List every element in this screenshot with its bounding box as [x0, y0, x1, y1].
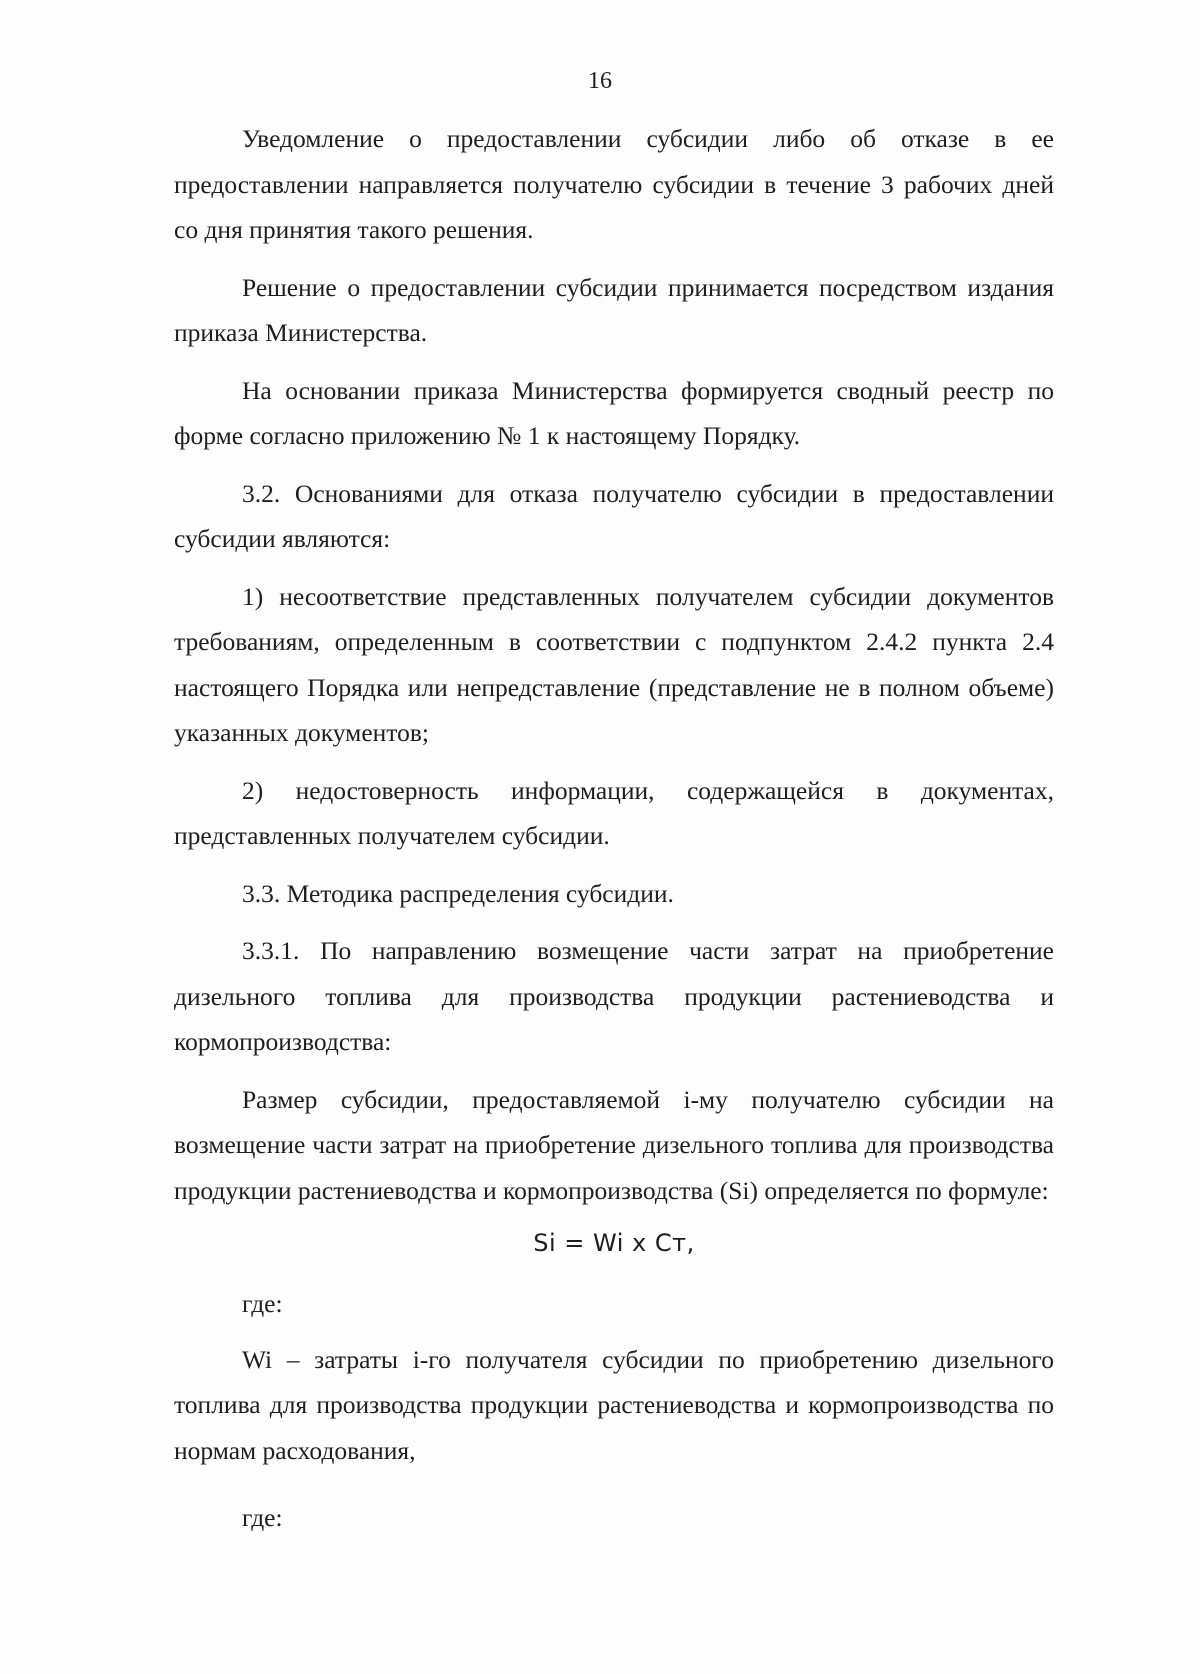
paragraph-registry: На основании приказа Министерства формируется сводный реестр по форме согласно приложению № 1 к настоящему Порядку. [174, 375, 1054, 450]
paragraph-decision: Решение о предоставлении субсидии принимается посредством издания приказа Министерства. [174, 272, 1054, 347]
paragraph-refusal-grounds: 3.2. Основаниями для отказа получателю субсидии в предоставлении субсидии являются: [174, 478, 1054, 553]
page-number: 16 [588, 68, 612, 94]
definition-wi: Wi – затраты i-го получателя субсидии по приобретению дизельного топлива для производства продукции растениеводства и кормопроизводства по нормам расходования, [174, 1344, 1054, 1465]
where-label-1: где: [242, 1289, 283, 1318]
paragraph-ground-1: 1) несоответствие представленных получателем субсидии документов требованиям, определенным в соответствии с подпунктом 2.4.2 пункта 2.4 настоящего Порядка или непредставление (представление не в полном объеме) указанных документов; [174, 581, 1054, 747]
formula-si: Si = Wi x Ст, [533, 1229, 695, 1257]
paragraph-notification: Уведомление о предоставлении субсидии либо об отказе в ее предоставлении направляется получателю субсидии в течение 3 рабочих дней со дня принятия такого решения. [174, 124, 1054, 244]
paragraph-diesel-direction: 3.3.1. По направлению возмещение части затрат на приобретение дизельного топлива для производства продукции растениеводства и кормопроизводства: [174, 936, 1054, 1056]
document-body [174, 116, 1054, 1551]
paragraph-ground-2: 2) недостоверность информации, содержащейся в документах, представленных получателем субсидии. [174, 775, 1054, 850]
where-label-2: где: [242, 1503, 283, 1532]
paragraph-methodology: 3.3. Методика распределения субсидии. [242, 878, 674, 908]
paragraph-subsidy-size: Размер субсидии, предоставляемой i-му получателю субсидии на возмещение части затрат на приобретение дизельного топлива для производства продукции растениеводства и кормопроизводства (Si) определяется по формуле: [174, 1084, 1054, 1205]
